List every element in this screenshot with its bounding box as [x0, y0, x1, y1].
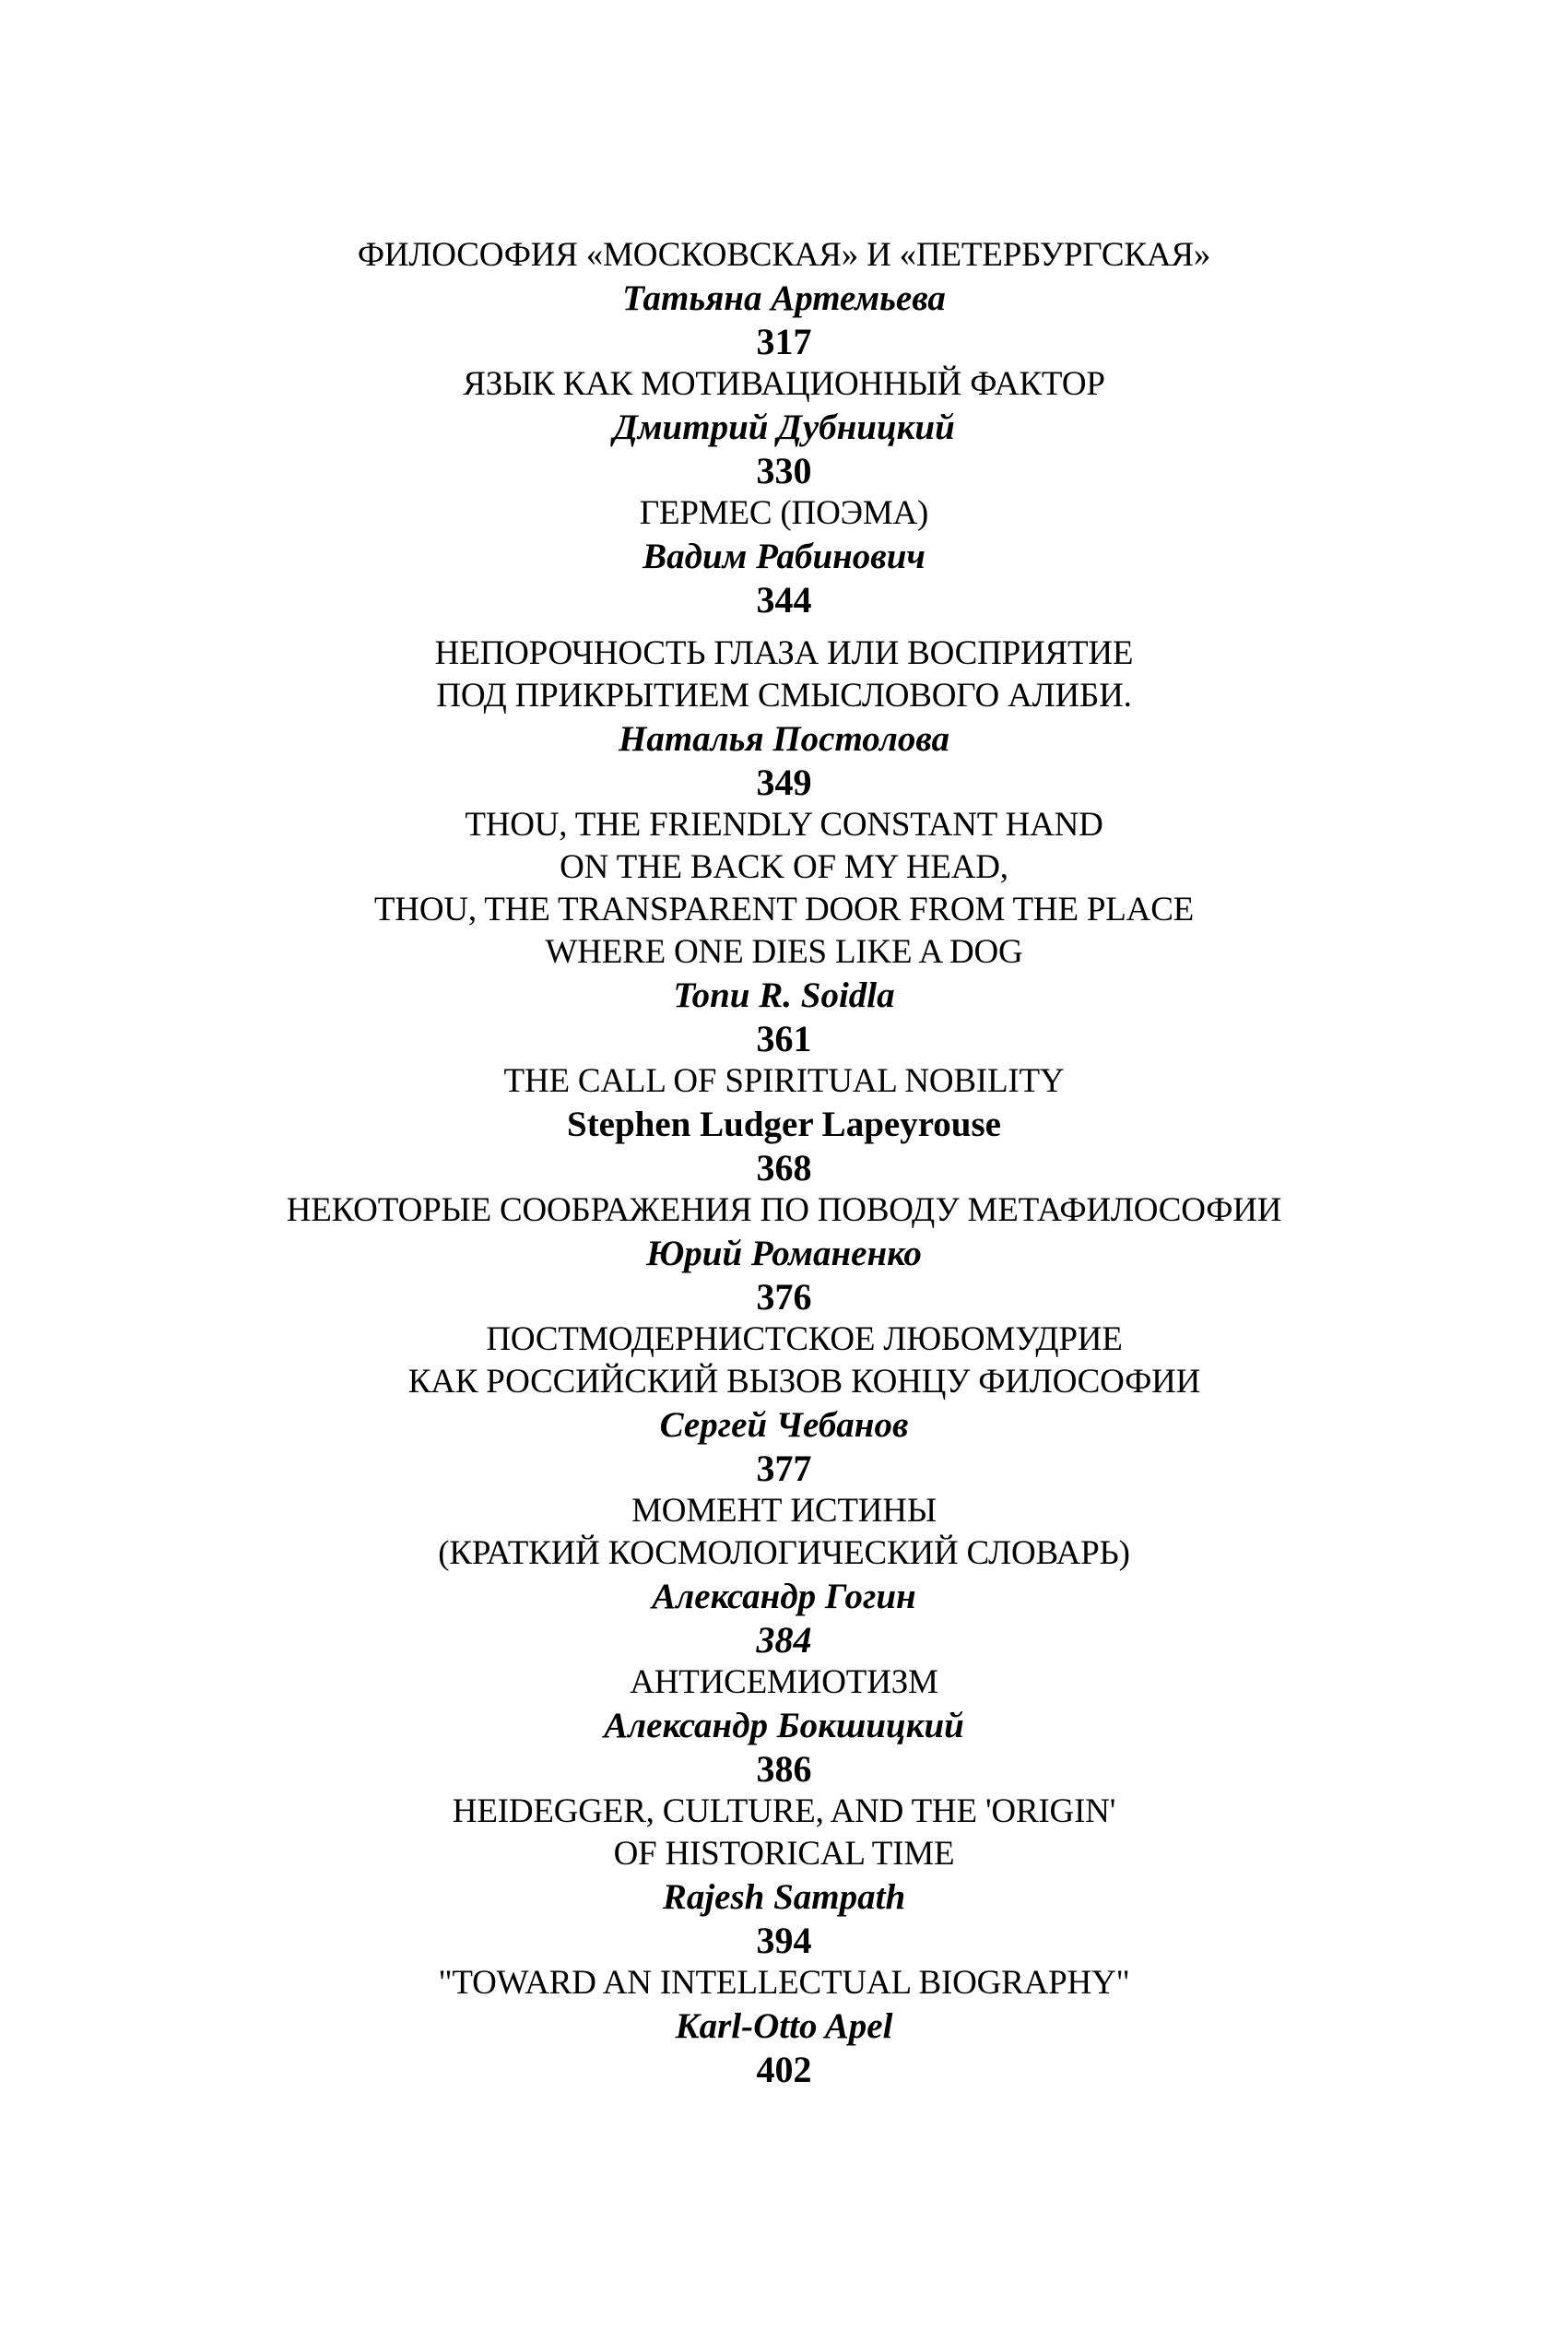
entry-page-number: 349: [756, 762, 812, 803]
entry-title: ПОД ПРИКРЫТИЕМ СМЫСЛОВОГО АЛИБИ.: [436, 677, 1132, 715]
entry-title: ГЕРМЕС (ПОЭМА): [639, 494, 929, 532]
entry-title: OF HISTORICAL TIME: [613, 1835, 955, 1873]
entry-page-number: 384: [756, 1619, 812, 1661]
entry-title: ПОСТМОДЕРНИСТСКОЕ ЛЮБОМУДРИЕ: [486, 1320, 1123, 1358]
entry-page-number: 402: [756, 2049, 812, 2090]
entry-title: THOU, THE TRANSPARENT DOOR FROM THE PLACE: [373, 891, 1195, 928]
toc-entry: [0, 804, 1568, 1060]
toc-entry: [0, 1490, 1568, 1661]
toc-entry: [0, 633, 1568, 804]
entry-author: Stephen Ludger Lapeyrouse: [567, 1105, 1001, 1144]
entry-page-number: 361: [756, 1018, 812, 1059]
toc-entry: [0, 363, 1568, 492]
entry-page-number: 317: [756, 321, 812, 362]
entry-author: Юрий Романенко: [646, 1234, 922, 1273]
entry-page-number: 386: [756, 1748, 812, 1790]
toc-entry: [0, 1189, 1568, 1318]
entry-author: Karl-Otto Apel: [675, 2006, 893, 2046]
entry-page-number: 377: [756, 1448, 812, 1489]
entry-page-number: 330: [756, 450, 812, 491]
entry-page-number: 344: [756, 579, 812, 621]
toc-entry: [0, 492, 1568, 621]
entry-author: Татьяна Артемьева: [622, 278, 946, 318]
toc-entry: [0, 1962, 1568, 2091]
entry-title: (КРАТКИЙ КОСМОЛОГИЧЕСКИЙ СЛОВАРЬ): [438, 1534, 1130, 1572]
entry-title: АНТИСЕМИОТИЗМ: [630, 1663, 938, 1701]
entry-author: Tonu R. Soidla: [673, 975, 895, 1015]
entry-title: HEIDEGGER, CULTURE, AND THE 'ORIGIN': [452, 1792, 1116, 1830]
entry-page-number: 394: [756, 1920, 812, 1961]
toc-entry: [0, 234, 1568, 363]
entry-author: Rajesh Sampath: [662, 1877, 906, 1917]
spacer: [0, 621, 1568, 633]
toc-entry: [0, 1318, 1568, 1490]
toc-entry: [0, 1791, 1568, 1962]
entry-title: WHERE ONE DIES LIKE A DOG: [545, 933, 1023, 971]
entry-author: Наталья Постолова: [618, 719, 950, 759]
table-of-contents: [0, 234, 1568, 2091]
entry-title: ON THE BACK OF MY HEAD,: [560, 848, 1008, 886]
entry-author: Сергей Чебанов: [659, 1405, 909, 1445]
entry-author: Вадим Рабинович: [643, 537, 925, 576]
entry-title: ФИЛОСОФИЯ «МОСКОВСКАЯ» И «ПЕТЕРБУРГСКАЯ»: [357, 236, 1211, 274]
toc-entry: [0, 1060, 1568, 1189]
entry-title: МОМЕНТ ИСТИНЫ: [631, 1492, 937, 1530]
entry-title: КАК РОССИЙСКИЙ ВЫЗОВ КОНЦУ ФИЛОСОФИИ: [407, 1363, 1201, 1401]
entry-title: НЕКОТОРЫЕ СООБРАЖЕНИЯ ПО ПОВОДУ МЕТАФИЛОСОФИИ: [286, 1191, 1282, 1229]
toc-entry: [0, 1661, 1568, 1791]
entry-author: Александр Гогин: [652, 1577, 916, 1616]
entry-author: Дмитрий Дубницкий: [613, 408, 955, 447]
entry-title: НЕПОРОЧНОСТЬ ГЛАЗА ИЛИ ВОСПРИЯТИЕ: [434, 634, 1134, 672]
entry-title: ЯЗЫК КАК МОТИВАЦИОННЫЙ ФАКТОР: [463, 365, 1105, 403]
entry-page-number: 376: [756, 1276, 812, 1318]
entry-page-number: 368: [756, 1147, 812, 1188]
entry-title: THE CALL OF SPIRITUAL NOBILITY: [503, 1062, 1065, 1100]
entry-title: "TOWARD AN INTELLECTUAL BIOGRAPHY": [438, 1964, 1130, 2002]
entry-author: Александр Бокшицкий: [604, 1706, 964, 1745]
entry-title: THOU, THE FRIENDLY CONSTANT HAND: [465, 806, 1103, 844]
